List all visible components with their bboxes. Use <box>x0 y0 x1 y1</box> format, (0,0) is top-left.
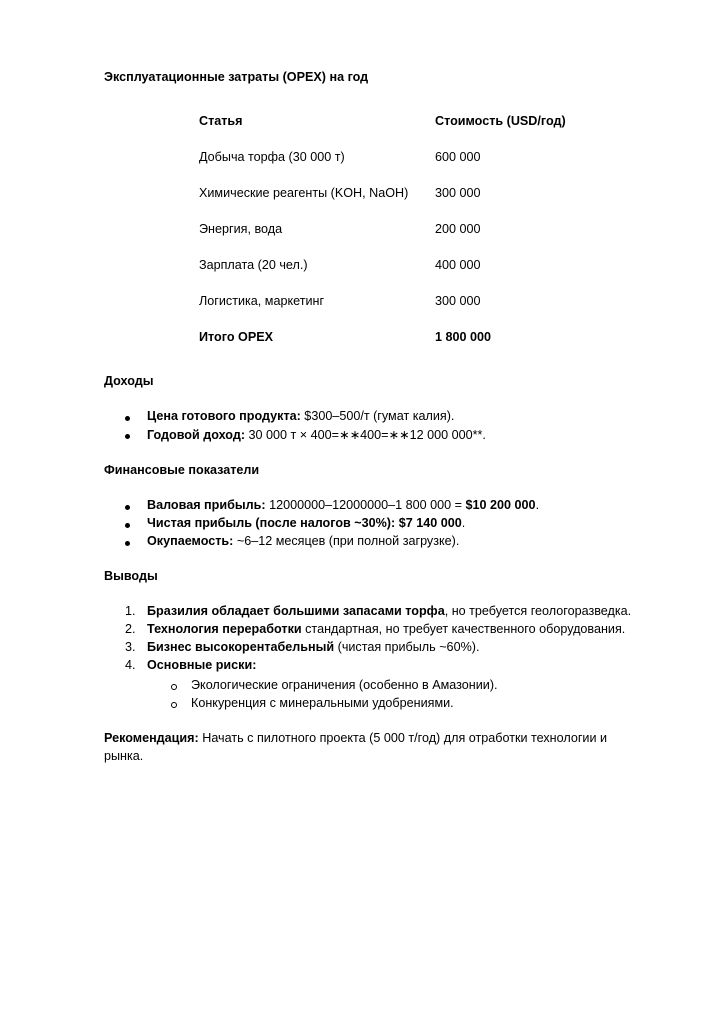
table-cell-cost: 300 000 <box>435 186 481 200</box>
conclusion-item: Бизнес высокорентабельный (чистая прибыль ~60%). <box>147 640 480 654</box>
conclusion-item: Основные риски: <box>147 658 257 672</box>
table-total-item: Итого OPEX <box>199 330 274 344</box>
opex-title: Эксплуатационные затраты (OPEX) на год <box>104 70 369 84</box>
circle-bullet-icon <box>171 684 177 690</box>
list-number: 4. <box>125 658 136 672</box>
list-number: 1. <box>125 604 136 618</box>
table-cell-cost: 600 000 <box>435 150 481 164</box>
risk-item: Конкуренция с минеральными удобрениями. <box>191 696 454 710</box>
bullet-icon <box>125 505 130 510</box>
list-number: 3. <box>125 640 136 654</box>
conclusion-item: Технология переработки стандартная, но требует качественного оборудования. <box>147 622 626 636</box>
table-cell-item: Логистика, маркетинг <box>199 294 325 308</box>
table-cell-cost: 400 000 <box>435 258 481 272</box>
recommendation-line2: рынка. <box>104 749 144 763</box>
table-cell-item: Зарплата (20 чел.) <box>199 258 308 272</box>
list-number: 2. <box>125 622 136 636</box>
bullet-icon <box>125 416 130 421</box>
conclusions-title: Выводы <box>104 569 158 583</box>
table-cell-cost: 300 000 <box>435 294 481 308</box>
table-header-item: Статья <box>199 114 243 128</box>
table-cell-item: Энергия, вода <box>199 222 283 236</box>
income-title: Доходы <box>104 374 154 388</box>
table-cell-item: Добыча торфа (30 000 т) <box>199 150 345 164</box>
circle-bullet-icon <box>171 702 177 708</box>
finance-gross: Валовая прибыль: 12000000–12000000–1 800 000 = $10 200 000. <box>147 498 540 512</box>
table-header-cost: Стоимость (USD/год) <box>435 114 566 128</box>
table-cell-item: Химические реагенты (KOH, NaOH) <box>199 186 409 200</box>
income-price: Цена готового продукта: $300–500/т (гумат калия). <box>147 409 455 423</box>
finance-title: Финансовые показатели <box>104 463 260 477</box>
recommendation: Рекомендация: Начать с пилотного проекта (5 000 т/год) для отработки технологии и <box>104 731 608 745</box>
bullet-icon <box>125 541 130 546</box>
conclusion-item: Бразилия обладает большими запасами торфа, но требуется геологоразведка. <box>147 604 632 618</box>
risk-item: Экологические ограничения (особенно в Амазонии). <box>191 678 498 692</box>
bullet-icon <box>125 523 130 528</box>
finance-net: Чистая прибыль (после налогов ~30%): $7 140 000. <box>147 516 466 530</box>
table-total-cost: 1 800 000 <box>435 330 492 344</box>
finance-payback: Окупаемость: ~6–12 месяцев (при полной загрузке). <box>147 534 460 548</box>
income-annual: Годовой доход: 30 000 т × 400=∗∗400=∗∗12 000 000**. <box>147 428 486 442</box>
table-cell-cost: 200 000 <box>435 222 481 236</box>
bullet-icon <box>125 434 130 439</box>
